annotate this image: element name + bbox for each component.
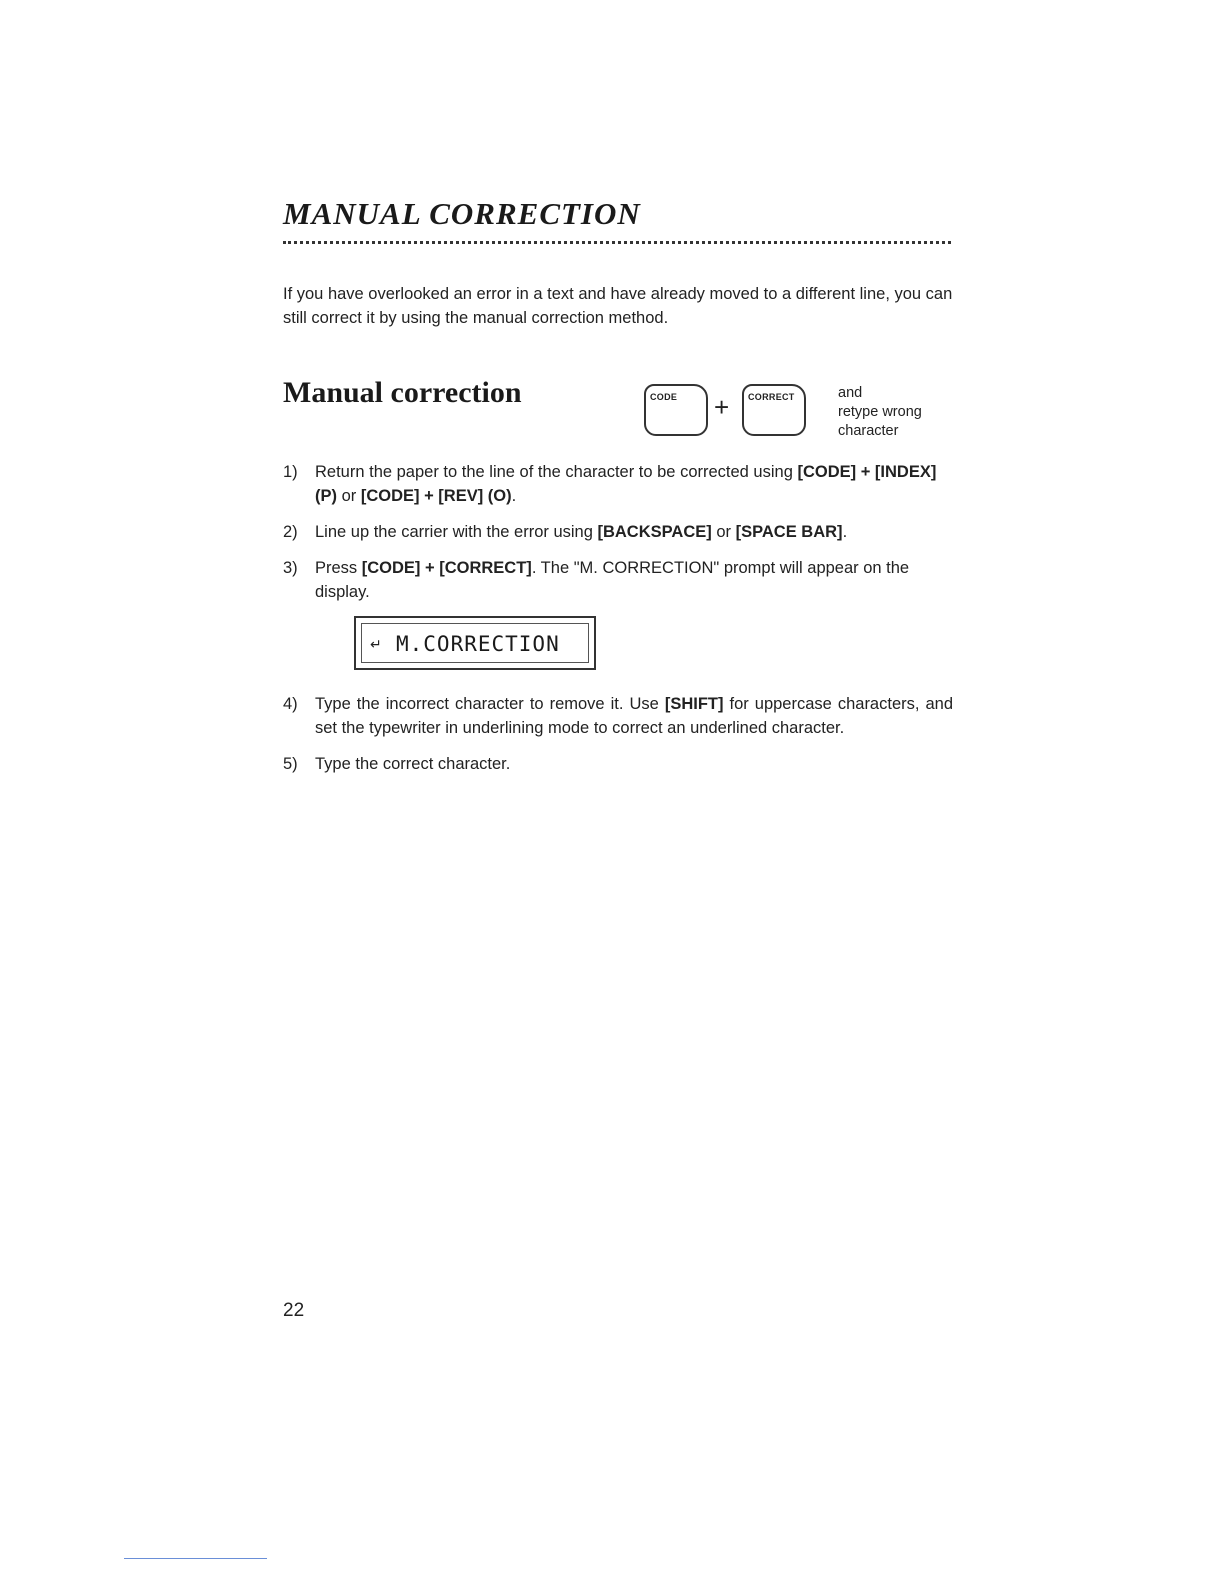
- page-number: 22: [283, 1300, 305, 1321]
- section-heading: Manual correction: [283, 376, 522, 409]
- footer-line: [124, 1558, 267, 1559]
- step-text: for uppercase characters, and set the typewriter in underlining mode to correct an underlined character.: [315, 695, 953, 737]
- title-rule: [283, 241, 951, 244]
- step-text: or: [337, 487, 361, 505]
- step-item: [283, 752, 953, 776]
- key-note-line: retype wrong: [838, 404, 922, 420]
- step-item: [283, 692, 953, 740]
- step-number: 3): [283, 559, 298, 577]
- plus-sign: +: [714, 392, 730, 422]
- step-key: [CODE] + [CORRECT]: [361, 559, 532, 577]
- step-text: or: [711, 523, 736, 541]
- step-text: .: [842, 523, 848, 541]
- step-text: Press: [315, 559, 362, 577]
- code-key-label: CODE: [650, 392, 678, 402]
- step-key: [BACKSPACE]: [597, 523, 712, 541]
- key-note-line: character: [838, 423, 899, 439]
- code-key-icon: [644, 384, 708, 436]
- steps-list: [283, 460, 953, 788]
- page-title: MANUAL CORRECTION: [283, 196, 641, 231]
- step-number: 1): [283, 463, 298, 481]
- step-text: Type the correct character.: [315, 755, 511, 773]
- step-key: [CODE] + [INDEX] (P): [315, 463, 937, 505]
- step-key: [CODE] + [REV] (O): [360, 487, 512, 505]
- correct-key-label: CORRECT: [748, 392, 795, 402]
- step-item: [283, 556, 953, 604]
- step-text: Line up the carrier with the error using: [315, 523, 598, 541]
- key-note-line: and: [838, 385, 863, 401]
- step-number: 2): [283, 523, 298, 541]
- return-arrow-icon: ↵: [370, 636, 382, 652]
- lcd-display: [354, 616, 596, 670]
- step-key: [SPACE BAR]: [735, 523, 843, 541]
- step-text: Type the incorrect character to remove it. Use: [315, 695, 665, 713]
- correct-key-icon: [742, 384, 806, 436]
- step-text: . The "M. CORRECTION" prompt will appear on the display.: [315, 559, 910, 601]
- intro-paragraph: If you have overlooked an error in a text and have already moved to a different line, you can still correct it by using the manual correction method.: [283, 285, 953, 327]
- lcd-display-inner: [361, 623, 589, 663]
- step-item: [283, 520, 953, 544]
- step-key: [SHIFT]: [664, 695, 724, 713]
- step-text: Return the paper to the line of the character to be corrected using: [315, 463, 798, 481]
- step-text: .: [511, 487, 517, 505]
- step-number: 4): [283, 695, 298, 713]
- step-item: [283, 460, 953, 508]
- step-number: 5): [283, 755, 298, 773]
- lcd-display-text: M.CORRECTION: [396, 632, 560, 656]
- key-note: [838, 384, 948, 441]
